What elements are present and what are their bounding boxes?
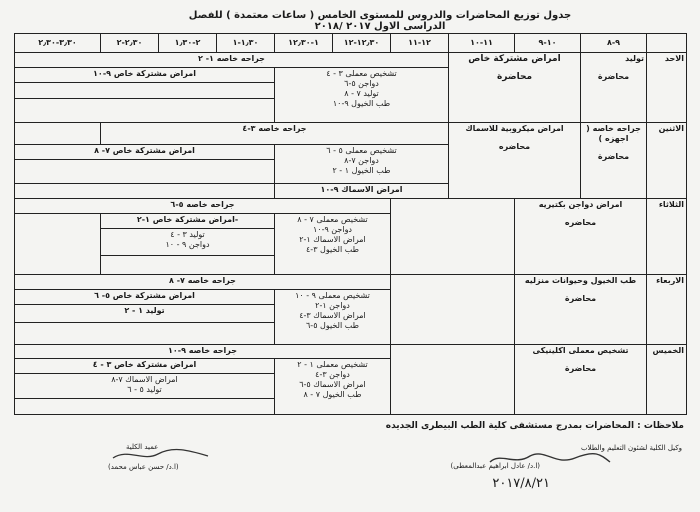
header-time: ٢-١٫٣٠ [159,34,217,53]
header-time: ١١-١٠ [449,34,515,53]
lecture-type: محاضرة [564,294,597,304]
empty-cell [101,255,275,275]
lab-line: تشخيص معملى ٣ - ٤ [326,69,397,79]
dean-name: (ا.د/ حسن عباس محمد) [108,463,179,471]
lecture-title: امراض ميكروبية للاسماك [465,123,564,133]
empty-cell [15,160,275,184]
empty-cell [15,83,275,98]
header-time: ١٢-١١ [391,34,449,53]
lab-line: طب الخيول ٧ - ٨ [303,389,362,399]
lab-cell [275,68,449,123]
lecture-cell [449,52,581,122]
lecture-title: تشخيص معملى اكلينيكى [532,345,629,355]
lab-line: امراض الاسماك ٥-٦ [299,379,366,389]
lab-cell: امراض الاسماك ٩-١٠ [275,184,449,198]
lab-line: دواجن ٥-٦ [344,79,379,89]
dean-signature-icon [108,446,218,464]
lecture-cell [581,52,647,122]
day-tuesday: الثلاثاء [647,198,687,275]
dean-title: عميد الكلية [126,443,159,451]
lab-line: تشخيص معملى ٧ - ٨ [297,214,368,224]
header-time: ١-١٢٫٣٠ [275,34,333,53]
empty-cell [15,213,101,274]
lab-cell: امراض مشتركة خاص ٩-١٠ [15,68,275,83]
empty-cell [15,122,101,144]
day-monday: الاثنين [647,122,687,198]
empty-cell [15,98,275,122]
day-thursday: الخميس [647,344,687,414]
lab-line: دواجن ٣-٤ [315,369,350,379]
lecture-cell [515,344,647,414]
empty-cell [15,322,275,344]
lecture-cell [449,122,581,198]
lab-line: تشخيص معملى ١ - ٢ [297,359,368,369]
empty-cell [391,344,515,414]
lab-line: دواجن ٧-٨ [344,155,379,165]
lab-cell: توليد ١ - ٢ [15,305,275,323]
lecture-title: جراحه خاصه ( اجهزه ) [586,123,641,143]
lab-line: دواجن ١-٢ [315,300,350,310]
vice-dean-title: وكيل الكلية لشئون التعليم والطلاب [580,444,682,452]
lab-cell: جراحه خاصه ٩-١٠ [15,344,391,358]
lecture-cell [515,198,647,275]
lab-line: امراض الاسماك ٧-٨ [111,375,178,385]
lab-line: طب الخيول ٩-١٠ [332,99,391,109]
lab-line: تشخيص معملى ٥ - ٦ [326,145,397,155]
lecture-title: طب الخيول وحيوانات منزليه [524,276,637,286]
lab-cell: جراحه خاصه ٥-٦ [15,198,391,213]
vice-dean-name: (ا.د/ عادل ابراهيم عبدالمعطى) [450,462,540,470]
lab-line: توليد ٥ - ٦ [127,385,162,395]
footer-note: ملاحظات : المحاضرات بمدرج مستشفى كلية الطب البيطرى الجديده [385,421,684,431]
lab-cell: -امراض مشتركة خاص ١-٢ [101,213,275,228]
lab-line: طب الخيول ٥-٦ [306,320,359,330]
lab-line: امراض الاسماك ٣-٤ [299,310,366,320]
day-sunday: الاحد [647,52,687,122]
empty-cell [391,275,515,344]
lab-cell: جراحه خاصه ٣-٤ [101,122,449,144]
lecture-title: امراض دواجن بكتيريه [538,199,623,209]
lecture-type: محاضرة [597,71,630,81]
empty-cell [15,399,275,415]
lecture-title: توليد [625,53,644,63]
lab-line: توليد ٧ - ٨ [344,89,379,99]
lecture-type: محاضرة [597,151,630,161]
header-time: ٢٫٣٠-٢ [101,34,159,53]
lab-cell: جراحه خاصه ٧- ٨ [15,275,391,289]
lab-cell: امراض مشتركة خاص ٧- ٨ [15,144,275,159]
lab-line: دواجن ٩-١٠ [312,224,352,234]
header-time: ٣٫٣٠-٢٫٣٠ [15,34,101,53]
vice-dean-signature-icon [485,448,615,470]
lecture-title: امراض مشتركة خاص [468,53,561,64]
lab-line: امراض الاسماك ١-٢ [299,234,366,244]
lab-cell [275,213,391,274]
day-wednesday: الاربعاء [647,275,687,344]
schedule-table [14,33,687,415]
lab-line: توليد ٣ - ٤ [170,230,205,240]
header-day [647,34,687,53]
lab-line: طب الخيول ٣-٤ [306,244,359,254]
lecture-cell [515,275,647,344]
lab-line: دواجن ٩ - ١٠ [165,240,210,250]
lab-cell [15,374,275,399]
header-time: ٩-٨ [581,34,647,53]
lab-cell [275,289,391,344]
header-time: ١٫٣٠-١ [217,34,275,53]
lab-cell: جراحه خاصه ١- ٢ [15,52,449,67]
lab-cell [275,144,449,184]
empty-cell [391,198,515,275]
lecture-type: محاضرة [564,363,597,373]
header-row [15,34,687,53]
lab-line: تشخيص معملى ٩ - ١٠ [295,290,370,300]
lab-line: طب الخيول ١ - ٢ [332,165,391,175]
lecture-type: محاضرة [496,71,533,82]
lecture-type: محاضره [498,141,531,151]
lab-cell [275,358,391,414]
lab-cell [101,229,275,255]
lecture-type: محاضره [564,217,597,227]
empty-cell [15,184,275,198]
header-time: ١٢٫٣٠-١٢ [333,34,391,53]
header-time: ١٠-٩ [515,34,581,53]
lab-cell: امراض مشتركة خاص ٣ - ٤ [15,358,275,373]
lecture-cell [581,122,647,198]
page-title: جدول توزيع المحاضرات والدروس للمستوى الخامس ( ساعات معتمدة ) للفصل الدراسى الاول ٢٠١٧ /٢٠١٨ [188,10,572,32]
lab-cell: امراض مشتركة خاص ٥- ٦ [15,289,275,304]
handwritten-date: ٢٠١٧/٨/٢١ [492,476,550,491]
